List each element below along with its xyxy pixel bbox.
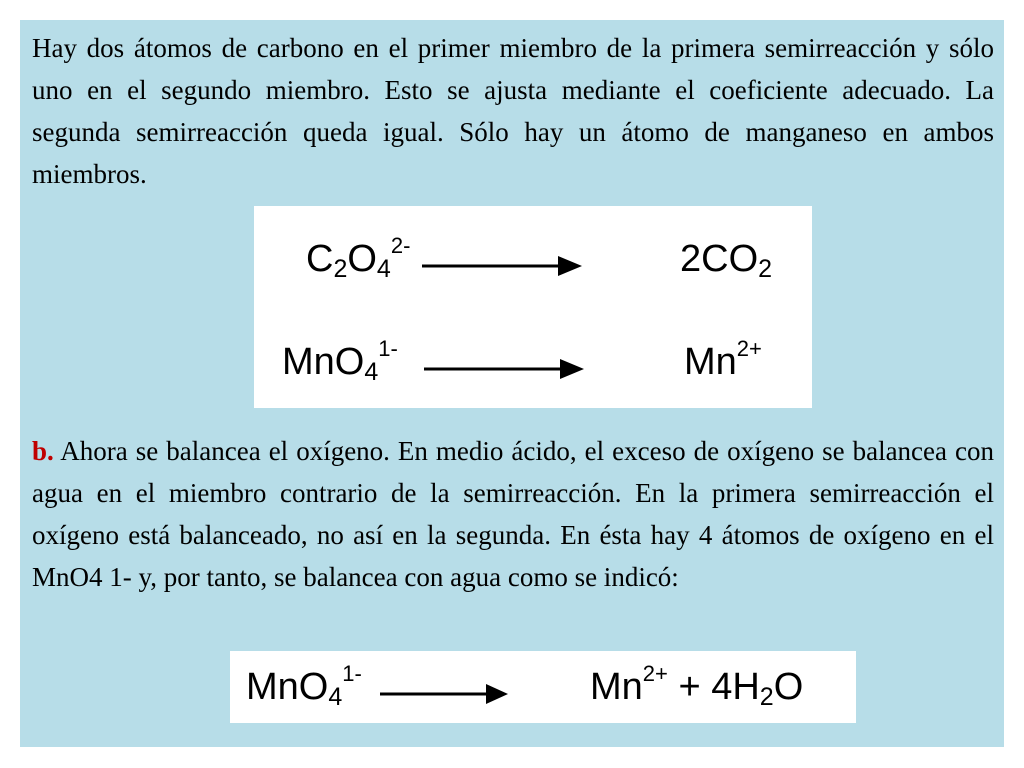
eq2-reactant: MnO$_4^{1-}$ bbox=[282, 336, 398, 386]
eq1-product: $2CO_2$ bbox=[680, 238, 773, 283]
eq3-reactant: MnO$_4^{1-}$ bbox=[246, 661, 362, 711]
eq1-arrow-icon bbox=[422, 254, 584, 278]
paragraph-2 bbox=[32, 430, 994, 598]
equations-box-2 bbox=[230, 651, 856, 723]
eq2-arrow-icon bbox=[424, 357, 586, 381]
equations-box-1 bbox=[254, 206, 812, 408]
eq3-product: $Mn^{2+} + 4H_2O$ bbox=[590, 661, 804, 711]
eq2-product: $Mn^{2+}$ bbox=[684, 336, 762, 383]
paragraph-1: Hay dos átomos de carbono en el primer miembro de la primera semirreacción y sólo uno en el segundo miembro. Esto se ajusta mediante el coeficiente adecuado. La segunda semirreacción queda igual. Sólo hay un átomo de manganeso en ambos miembros. bbox=[32, 33, 994, 189]
paragraph-2-text: Ahora se balancea el oxígeno. En medio ácido, el exceso de oxígeno se balancea con agua en el miembro contrario de la semirreacción. En la primera semirreacción el oxígeno está balanceado, no así en la segunda. En ésta hay 4 átomos de oxígeno en el MnO4 1- y, por tanto, se balancea con agua como se indicó: bbox=[32, 436, 994, 592]
paragraph-2-label: b. bbox=[32, 436, 54, 466]
slide bbox=[20, 20, 1004, 747]
eq1-reactant: $C_2O_4^{2-}$ bbox=[306, 233, 411, 283]
eq3-arrow-icon bbox=[380, 682, 510, 706]
